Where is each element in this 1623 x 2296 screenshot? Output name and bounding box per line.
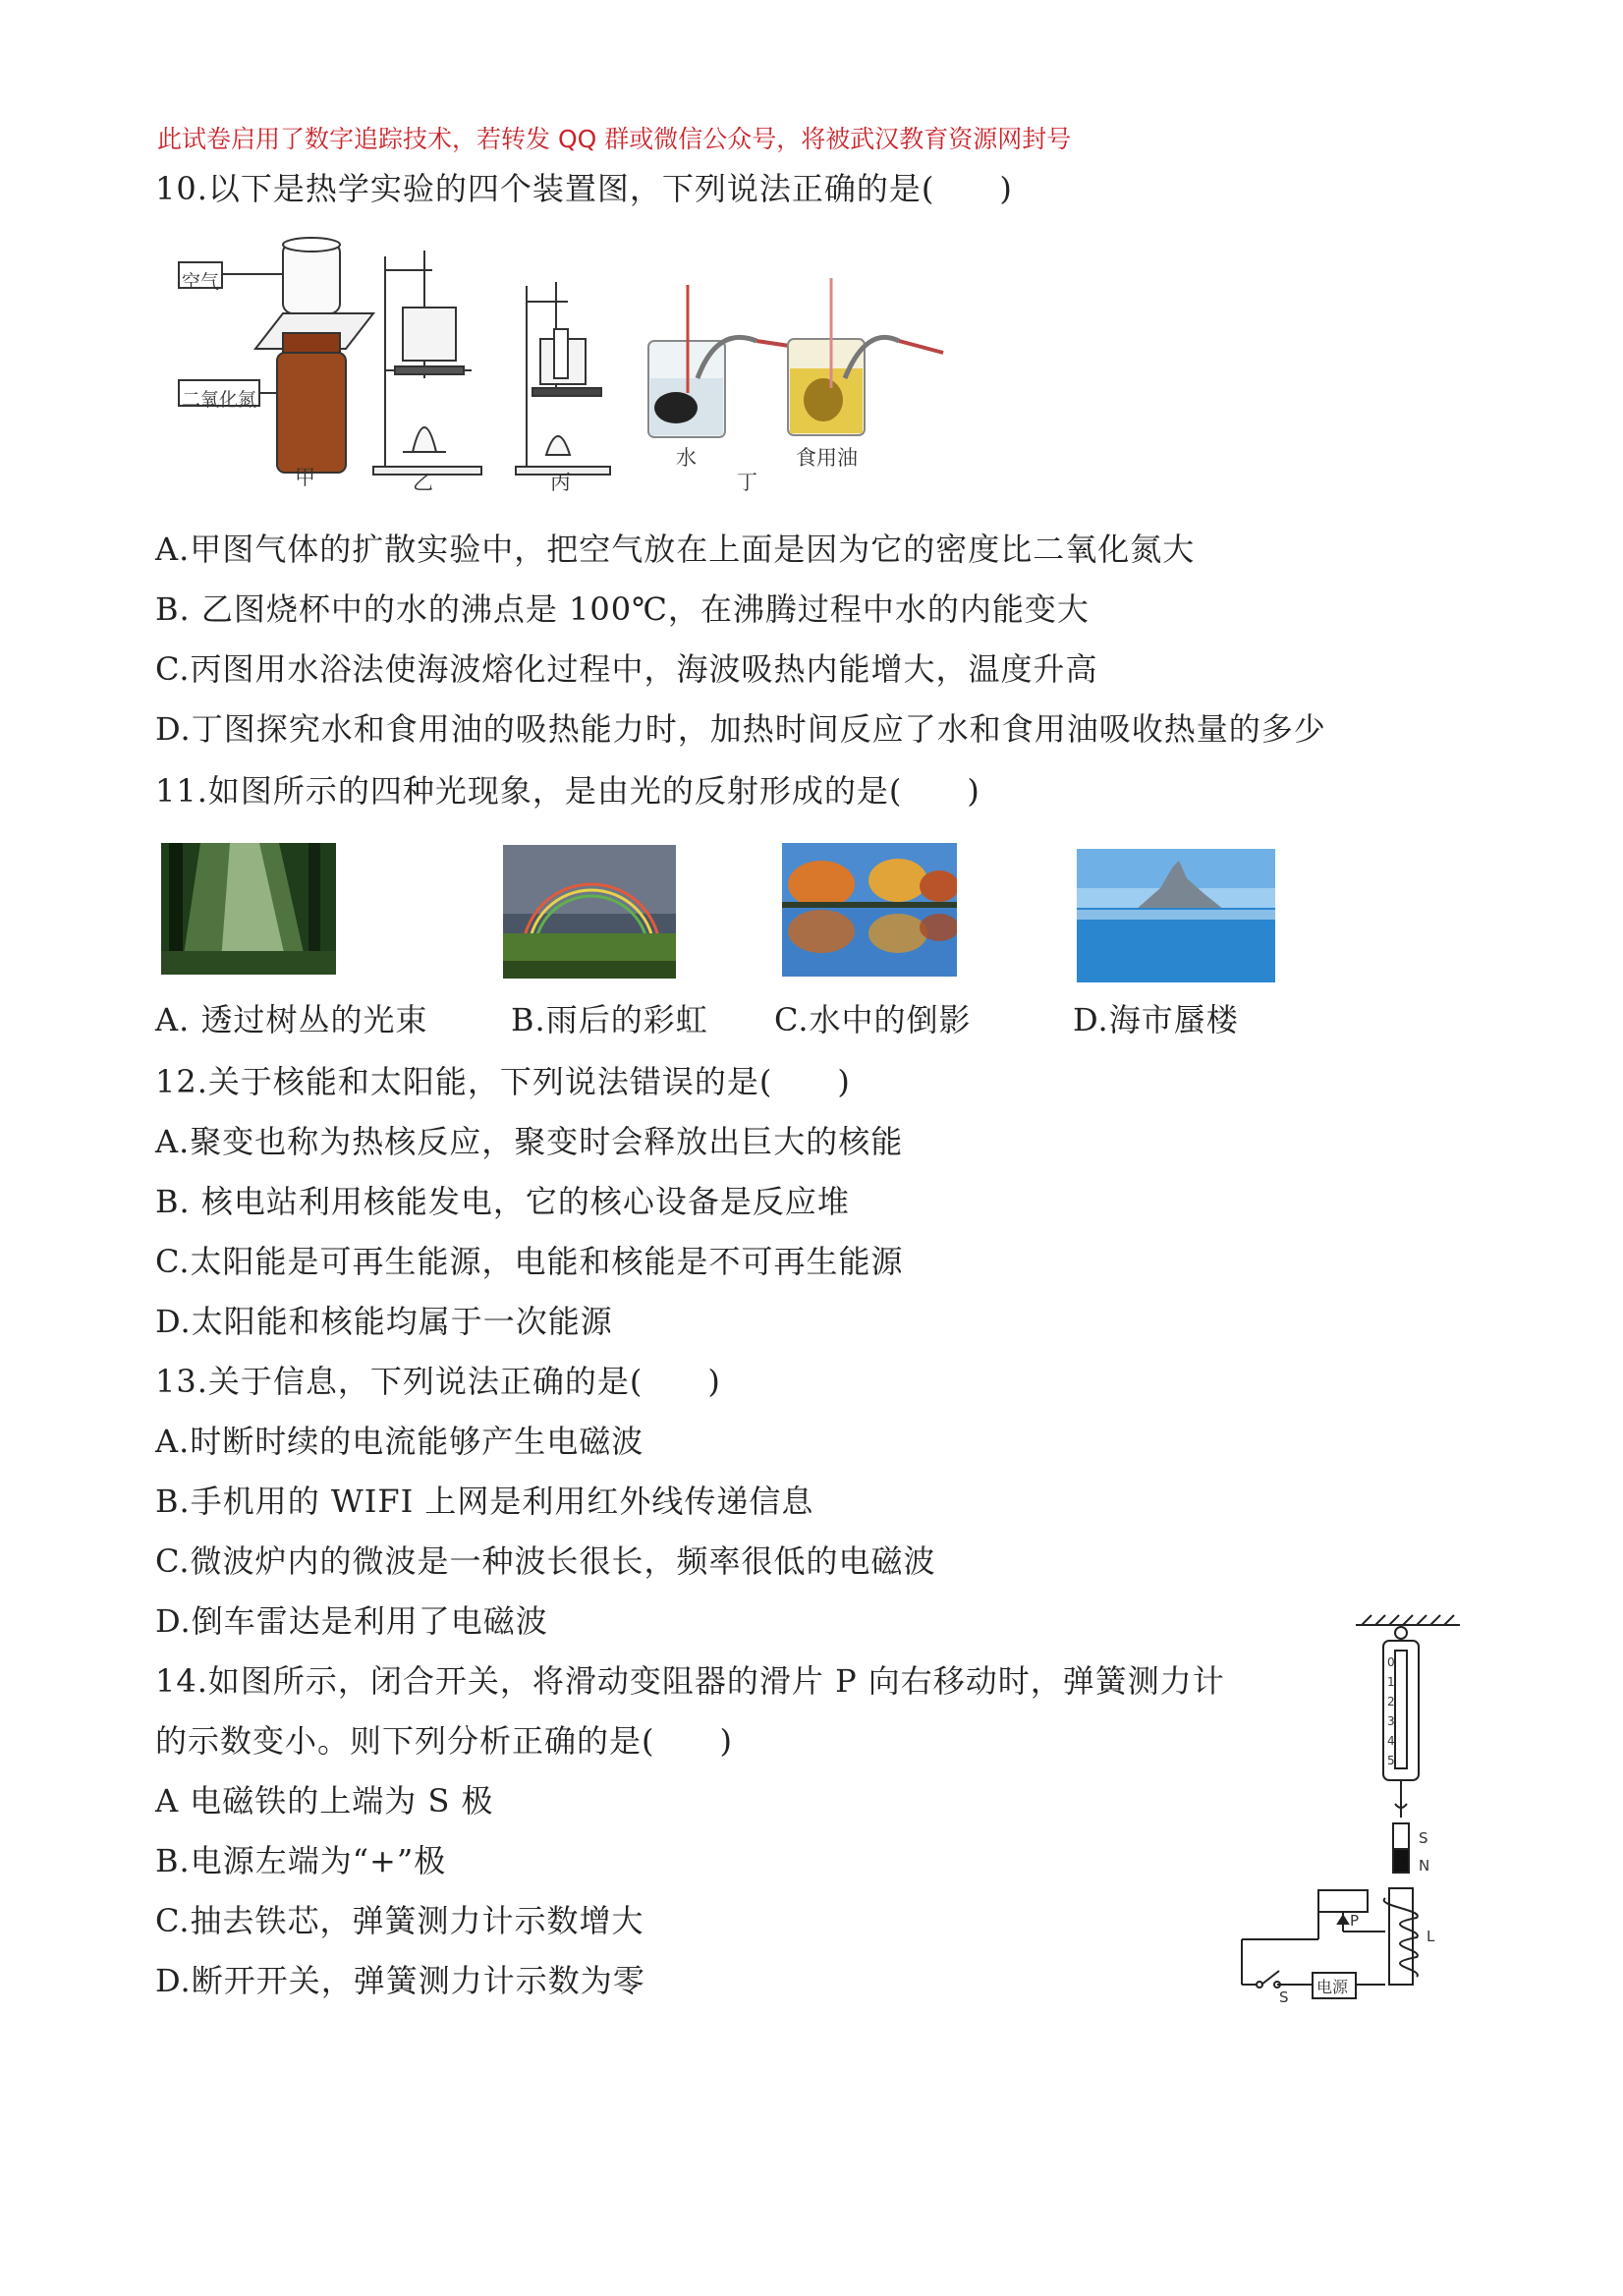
photo-light-through-trees: [161, 843, 336, 975]
q14-option-d: D.断开开关，弹簧测力计示数为零: [155, 1962, 645, 1999]
photo-rainbow: [503, 845, 676, 979]
label-yi: 乙: [413, 471, 433, 494]
q10-option-a: A.甲图气体的扩散实验中，把空气放在上面是因为它的密度比二氧化氮大: [155, 531, 1196, 568]
label-air: 空气: [182, 271, 220, 293]
q13-option-a: A.时断时续的电流能够产生电磁波: [155, 1423, 644, 1460]
q10-stem: 10.以下是热学实验的四个装置图，下列说法正确的是( ): [155, 170, 1013, 207]
q12-option-d: D.太阳能和核能均属于一次能源: [155, 1303, 613, 1340]
q11-option-a: A. 透过树丛的光束: [155, 1001, 428, 1038]
power-source-label: 电源: [1316, 1978, 1349, 1996]
scale-tick-3: 3: [1387, 1714, 1395, 1728]
ceiling-hatch: [1362, 1615, 1454, 1625]
slider-p-label: P: [1350, 1912, 1360, 1930]
q14-circuit-figure: [1228, 1611, 1464, 2024]
q12-option-b: B. 核电站利用核能发电，它的核心设备是反应堆: [155, 1183, 850, 1220]
q11-option-c: C.水中的倒影: [774, 1001, 972, 1038]
magnet-s-label: S: [1419, 1829, 1428, 1847]
q12-option-a: A.聚变也称为热核反应，聚变时会释放出巨大的核能: [155, 1123, 904, 1160]
label-oil: 食用油: [796, 446, 858, 470]
q12-stem: 12.关于核能和太阳能，下列说法错误的是( ): [155, 1063, 851, 1100]
scale-tick-5: 5: [1387, 1754, 1395, 1767]
q10-option-b: B. 乙图烧杯中的水的沸点是 100℃，在沸腾过程中水的内能变大: [155, 590, 1090, 628]
q13-stem: 13.关于信息，下列说法正确的是( ): [155, 1363, 721, 1400]
scale-tick-2: 2: [1387, 1695, 1395, 1708]
photo-mirage: [1077, 849, 1275, 982]
q14-stem-line1: 14.如图所示，闭合开关，将滑动变阻器的滑片 P 向右移动时，弹簧测力计: [155, 1662, 1225, 1700]
q10-figure: [167, 231, 953, 496]
bing-apparatus: [516, 282, 610, 475]
q11-option-b: B.雨后的彩虹: [511, 1001, 708, 1038]
q14-option-b: B.电源左端为“+”极: [155, 1842, 447, 1879]
label-water: 水: [676, 446, 697, 470]
magnet-n-label: N: [1419, 1857, 1430, 1875]
q14-option-a: A 电磁铁的上端为 S 极: [155, 1782, 494, 1820]
label-jia: 甲: [295, 466, 315, 489]
q11-stem: 11.如图所示的四种光现象，是由光的反射形成的是( ): [155, 772, 980, 810]
scale-tick-1: 1: [1387, 1675, 1395, 1689]
switch-s-label: S: [1279, 1988, 1289, 2006]
q10-option-d: D.丁图探究水和食用油的吸热能力时，加热时间反应了水和食用油吸收热量的多少: [155, 710, 1326, 748]
ding-oil-beaker: [788, 278, 943, 435]
q14-option-c: C.抽去铁芯，弹簧测力计示数增大: [155, 1902, 644, 1939]
tracking-notice: 此试卷启用了数字追踪技术，若转发 QQ 群或微信公众号，将被武汉教育资源网封号: [157, 125, 1072, 153]
label-ding: 丁: [737, 471, 757, 494]
yi-apparatus: [373, 251, 481, 475]
photo-reflection: [782, 843, 957, 977]
q13-option-c: C.微波炉内的微波是一种波长很长，频率很低的电磁波: [155, 1542, 936, 1580]
label-bing: 丙: [550, 471, 571, 494]
q12-option-c: C.太阳能是可再生能源，电能和核能是不可再生能源: [155, 1243, 904, 1280]
ding-water-beaker: [648, 285, 796, 437]
q14-circuit-drawing: [1228, 1611, 1464, 2024]
q13-option-b: B.手机用的 WIFI 上网是利用红外线传递信息: [155, 1483, 814, 1520]
q14-stem-line2: 的示数变小。则下列分析正确的是( ): [155, 1722, 733, 1760]
q13-option-d: D.倒车雷达是利用了电磁波: [155, 1602, 548, 1640]
q11-option-d: D.海市蜃楼: [1073, 1001, 1239, 1038]
label-no2: 二氧化氮: [182, 389, 257, 411]
scale-tick-4: 4: [1387, 1734, 1395, 1748]
q10-option-c: C.丙图用水浴法使海波熔化过程中，海波吸热内能增大，温度升高: [155, 650, 1098, 688]
coil-l-label: L: [1427, 1928, 1435, 1945]
scale-tick-0: 0: [1387, 1655, 1395, 1669]
